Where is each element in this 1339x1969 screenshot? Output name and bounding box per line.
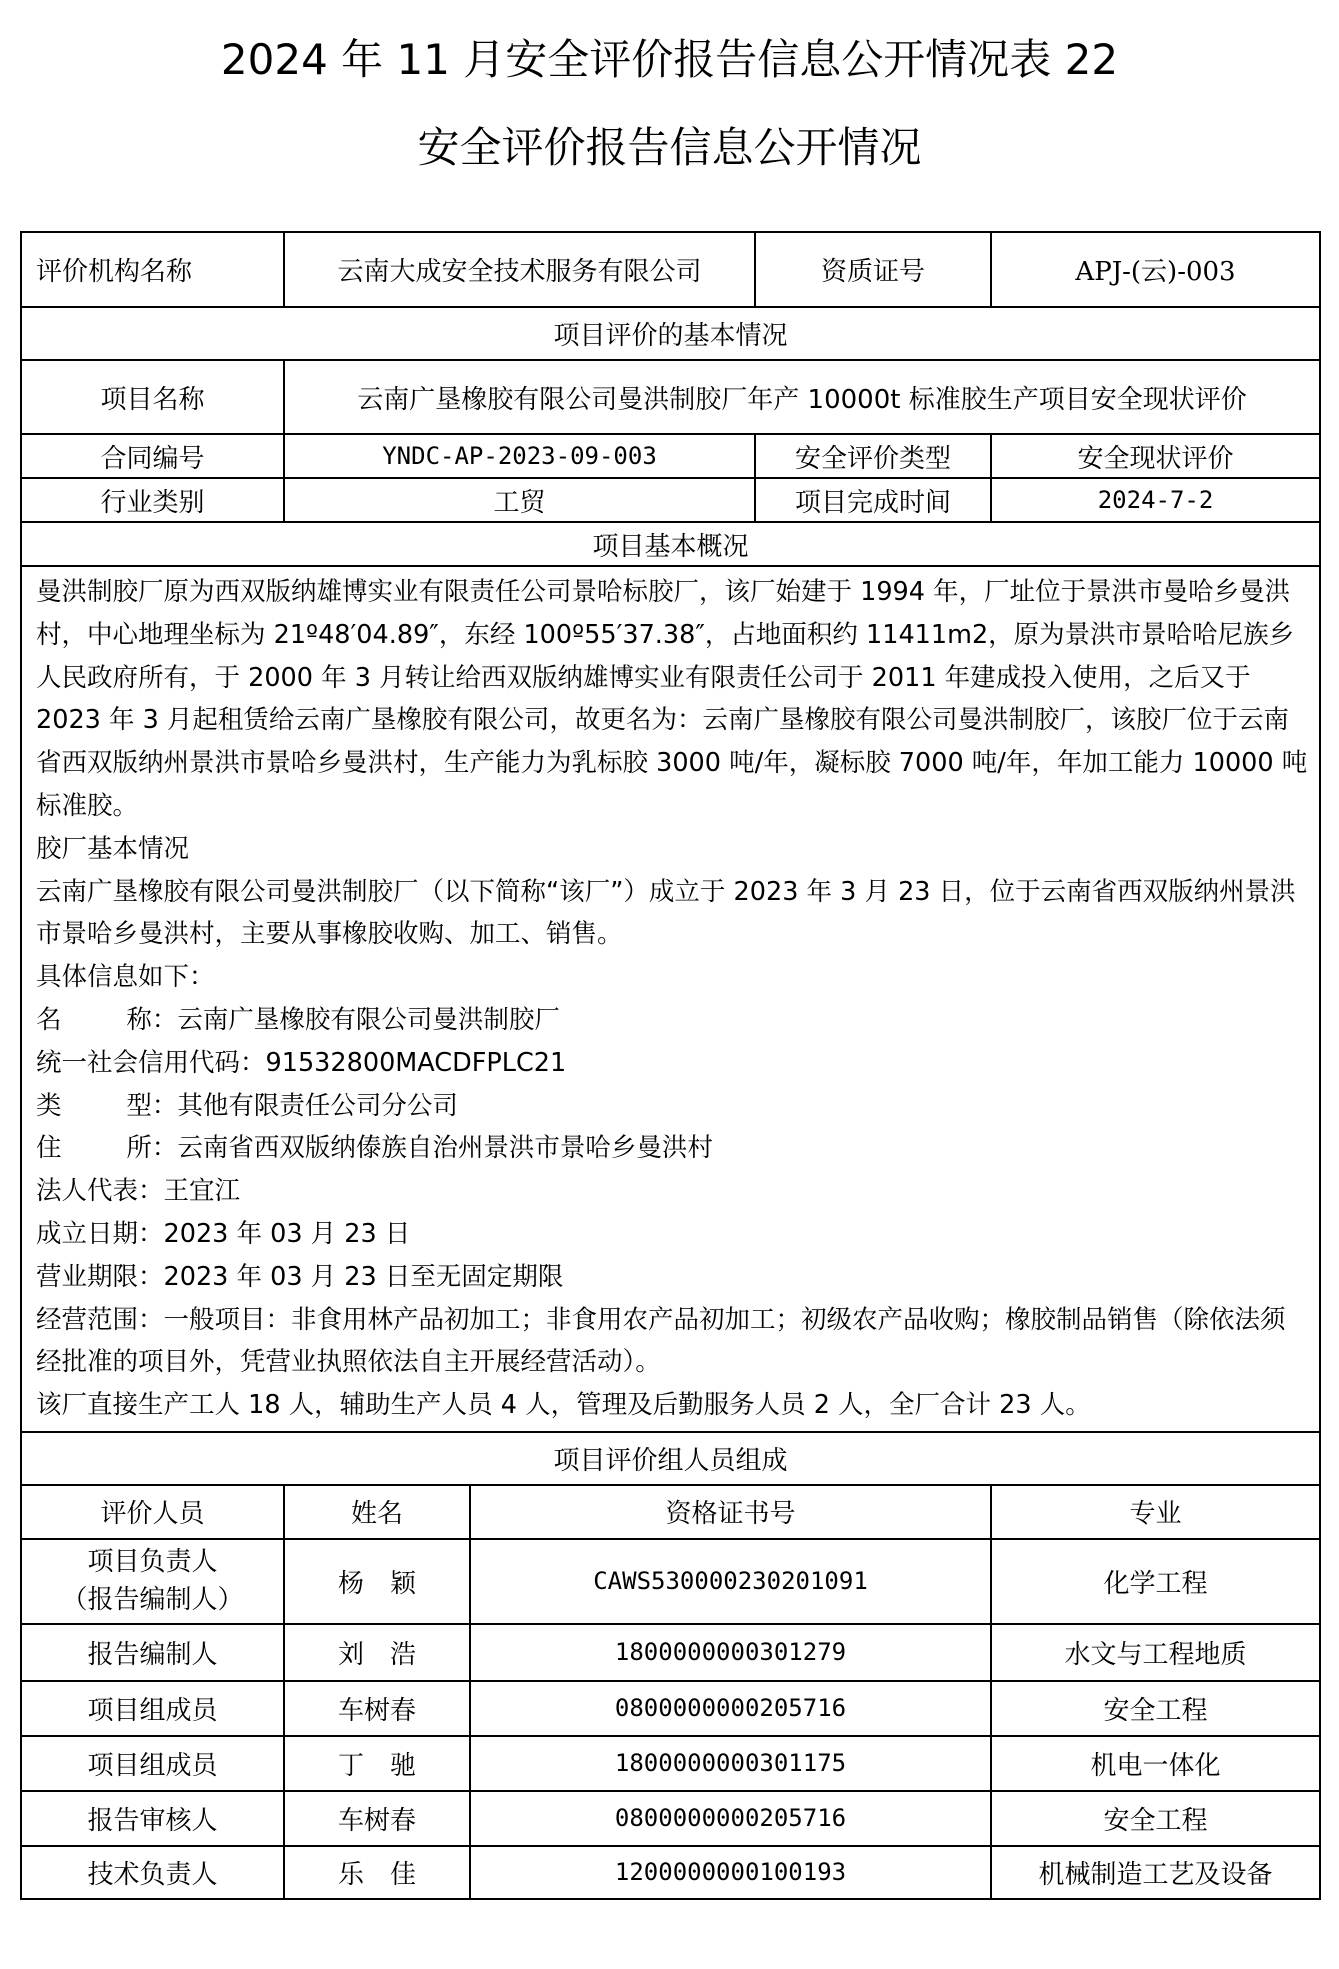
team-major: 机电一体化	[991, 1736, 1320, 1791]
team-role: 项目组成员	[21, 1681, 284, 1736]
info-line	[36, 1213, 1309, 1256]
info-line	[36, 1170, 1309, 1213]
info-value: 云南省西双版纳傣族自治州景洪市景哈乡曼洪村	[177, 1133, 713, 1164]
team-name: 丁 驰	[284, 1736, 470, 1791]
info-line	[36, 1299, 1309, 1385]
info-label: 营业期限：	[36, 1261, 164, 1292]
info-value: 2023 年 03 月 23 日	[163, 1218, 411, 1249]
team-row	[21, 1736, 1320, 1791]
info-value: 91532800MACDFPLC21	[265, 1047, 567, 1078]
team-header-role: 评价人员	[21, 1485, 284, 1539]
overview-section-row	[21, 522, 1320, 566]
basic-section-title: 项目评价的基本情况	[21, 307, 1320, 360]
team-cert: 1200000000100193	[470, 1846, 991, 1899]
team-role: 报告审核人	[21, 1791, 284, 1846]
team-name: 车树春	[284, 1791, 470, 1846]
info-line	[36, 999, 1309, 1042]
team-name: 杨 颖	[284, 1539, 470, 1624]
team-role: 项目负责人 （报告编制人）	[21, 1539, 284, 1624]
overview-paragraph: 曼洪制胶厂原为西双版纳雄博实业有限责任公司景哈标胶厂，该厂始建于 1994 年，厂址位于景洪市曼哈乡曼洪村，中心地理坐标为 21º48′04.89″，东经 100º55′37.38″，占地面积约 11411m2，原为景洪市景哈哈尼族乡人民政府所有，于 2000 年 3 月转让给西双版纳雄博实业有限责任公司于 2011 年建成投入使用，之后又于 2023 年 3 月起租赁给云南广垦橡胶有限公司，故更名为：云南广垦橡胶有限公司曼洪制胶厂，该胶厂位于云南省西双版纳州景洪市景哈乡曼洪村，生产能力为乳标胶 3000 吨/年，凝标胶 7000 吨/年，年加工能力 10000 吨标准胶。	[36, 577, 1308, 821]
type-value: 安全现状评价	[991, 434, 1320, 478]
team-cert: 0800000000205716	[470, 1791, 991, 1846]
overview-section-title: 项目基本概况	[21, 522, 1320, 566]
team-section-title: 项目评价组人员组成	[21, 1432, 1320, 1485]
info-label: 类 型：	[36, 1090, 178, 1121]
team-major: 化学工程	[991, 1539, 1320, 1624]
team-name: 刘 浩	[284, 1624, 470, 1681]
org-row	[21, 232, 1320, 307]
info-label: 住 所：	[36, 1133, 178, 1164]
team-row	[21, 1624, 1320, 1681]
team-major: 安全工程	[991, 1681, 1320, 1736]
overview-paragraph: 云南广垦橡胶有限公司曼洪制胶厂（以下简称“该厂”）成立于 2023 年 3 月 23 日，位于云南省西双版纳州景洪市景哈乡曼洪村，主要从事橡胶收购、加工、销售。	[36, 876, 1296, 950]
info-value: 其他有限责任公司分公司	[177, 1090, 458, 1121]
team-row	[21, 1846, 1320, 1899]
info-value: 2023 年 03 月 23 日至无固定期限	[163, 1261, 564, 1292]
overview-paragraph: 具体信息如下：	[36, 962, 215, 993]
team-cert: 1800000000301279	[470, 1624, 991, 1681]
team-header-cert: 资格证书号	[470, 1485, 991, 1539]
team-header-name: 姓名	[284, 1485, 470, 1539]
project-name-value: 云南广垦橡胶有限公司曼洪制胶厂年产 10000t 标准胶生产项目安全现状评价	[284, 360, 1320, 434]
team-section-row	[21, 1432, 1320, 1485]
page-title: 2024 年 11 月安全评价报告信息公开情况表 22	[220, 35, 1119, 84]
team-name: 车树春	[284, 1681, 470, 1736]
industry-label: 行业类别	[21, 478, 284, 522]
overview-row	[21, 566, 1320, 1432]
info-label: 经营范围：	[36, 1304, 164, 1335]
team-cert: 0800000000205716	[470, 1681, 991, 1736]
info-label: 成立日期：	[36, 1218, 164, 1249]
info-label: 统一社会信用代码：	[36, 1047, 266, 1078]
team-role: 报告编制人	[21, 1624, 284, 1681]
info-value: 云南广垦橡胶有限公司曼洪制胶厂	[177, 1004, 560, 1035]
info-line	[36, 1085, 1309, 1128]
team-row	[21, 1539, 1320, 1624]
contract-row	[21, 434, 1320, 478]
basic-section-row	[21, 307, 1320, 360]
staff-summary: 该厂直接生产工人 18 人，辅助生产人员 4 人，管理及后勤服务人员 2 人，全厂合计 23 人。	[36, 1390, 1091, 1421]
overview-paragraph: 胶厂基本情况	[36, 833, 190, 864]
disclosure-table	[20, 231, 1321, 1900]
org-label: 评价机构名称	[21, 232, 284, 307]
team-header-major: 专业	[991, 1485, 1320, 1539]
project-name-label: 项目名称	[21, 360, 284, 434]
info-value: 一般项目：非食用林产品初加工；非食用农产品初加工；初级农产品收购；橡胶制品销售（除依法须经批准的项目外，凭营业执照依法自主开展经营活动）。	[36, 1304, 1286, 1378]
industry-row	[21, 478, 1320, 522]
info-line	[36, 1042, 1309, 1085]
finish-value: 2024-7-2	[991, 478, 1320, 522]
page-subtitle: 安全评价报告信息公开情况	[417, 123, 922, 172]
team-major: 机械制造工艺及设备	[991, 1846, 1320, 1899]
team-name: 乐 佳	[284, 1846, 470, 1899]
team-role: 技术负责人	[21, 1846, 284, 1899]
contract-value: YNDC-AP-2023-09-003	[284, 434, 755, 478]
team-major: 安全工程	[991, 1791, 1320, 1846]
org-value: 云南大成安全技术服务有限公司	[284, 232, 755, 307]
type-label: 安全评价类型	[755, 434, 991, 478]
finish-label: 项目完成时间	[755, 478, 991, 522]
info-value: 王宜江	[163, 1176, 241, 1207]
cert-label: 资质证号	[755, 232, 991, 307]
info-line	[36, 1256, 1309, 1299]
team-row	[21, 1791, 1320, 1846]
info-label: 法人代表：	[36, 1176, 164, 1207]
team-major: 水文与工程地质	[991, 1624, 1320, 1681]
team-row	[21, 1681, 1320, 1736]
cert-value: APJ-(云)-003	[991, 232, 1320, 307]
industry-value: 工贸	[284, 478, 755, 522]
contract-label: 合同编号	[21, 434, 284, 478]
project-name-row	[21, 360, 1320, 434]
team-cert: 1800000000301175	[470, 1736, 991, 1791]
info-line	[36, 1127, 1309, 1170]
team-cert: CAWS530000230201091	[470, 1539, 991, 1624]
team-header-row	[21, 1485, 1320, 1539]
overview-body	[21, 566, 1320, 1432]
team-role: 项目组成员	[21, 1736, 284, 1791]
info-label: 名 称：	[36, 1004, 178, 1035]
